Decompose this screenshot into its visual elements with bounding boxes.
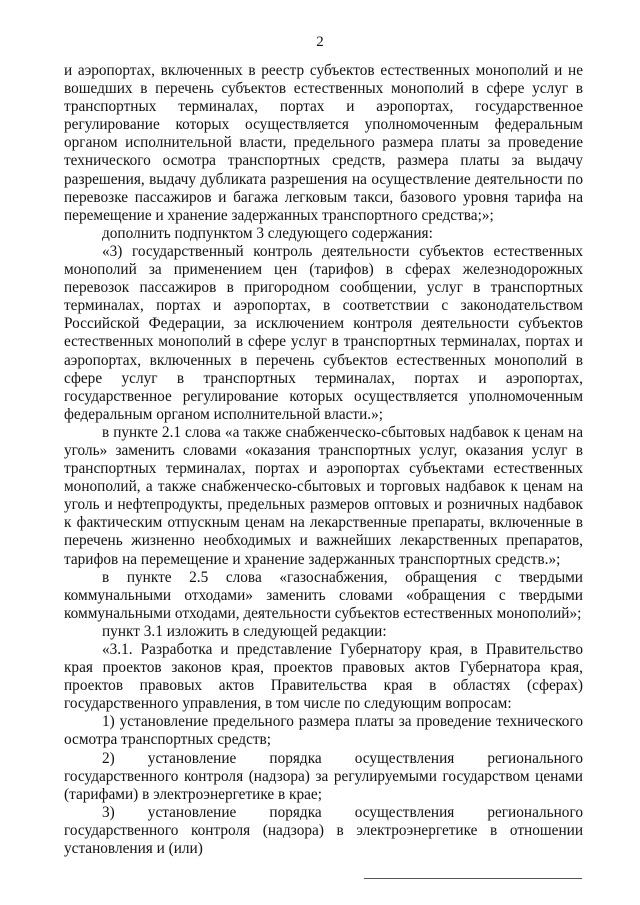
paragraph-add-subpoint: дополнить подпунктом 3 следующего содержания:: [102, 224, 433, 242]
list-item-3: 3) установление порядка осуществления регионального государственного контроля (надзора) в электроэнергетике в отношении установления и (или): [64, 803, 583, 858]
paragraph-point-2-1: в пункте 2.1 слова «а также снабженческо-сбытовых надбавок к ценам на уголь» заменить словами «оказания транспортных услуг, оказания услуг в транспортных терминалах, портах и аэропортах субъектами естественных монополий, а также снабженческо-сбытовых и торговых надбавок к ценам на уголь и нефтепродукты, предельных размеров оптовых и розничных надбавок к фактическим отпускным ценам на лекарственные препараты, включенные в перечень жизненно необходимых и важнейших лекарственных препаратов, тарифов на перемещение и хранение задержанных транспортных средств.»;: [64, 423, 583, 568]
paragraph-subpoint-3: «3) государственный контроль деятельности субъектов естественных монополий за применением цен (тарифов) в сферах железнодорожных перевозок пассажиров в пригородном сообщении, услуг в транспортных терминалах, портах и аэропортах, в соответствии с законодательством Российской Федерации, за исключением контроля деятельности субъектов естественных монополий в сфере услуг в транспортных терминалах, портах и аэропортах, включенных в перечень субъектов естественных монополий в сфере услуг в транспортных терминалах, портах и аэропортах, государственное регулирование которых осуществляется уполномоченным федеральным органом исполнительной власти.»;: [64, 242, 583, 423]
list-item-1: 1) установление предельного размера платы за проведение технического осмотра транспортных средств;: [64, 713, 583, 749]
paragraph-continuation: и аэропортах, включенных в реестр субъектов естественных монополий и не вошедших в перечень субъектов естественных монополий в сфере услуг в транспортных терминалах, портах и аэропортах, государственное регулирование которых осуществляется уполномоченным федеральным органом исполнительной власти, предельного размера платы за проведение технического осмотра транспортных средств, размера платы за выдачу разрешения, выдачу дубликата разрешения на осуществление деятельности по перевозке пассажиров и багажа легковым такси, базового уровня тарифа на перемещение и хранение задержанных транспортного средства;»;: [64, 62, 583, 224]
paragraph-point-2-5: в пункте 2.5 слова «газоснабжения, обращения с твердыми коммунальными отходами» заменить словами «обращения с твердыми коммунальными отходами, деятельности субъектов естественных монополий»;: [64, 568, 583, 622]
footer-rule: [364, 878, 582, 879]
list-item-2: 2) установление порядка осуществления регионального государственного контроля (надзора) за регулируемыми государством ценами (тарифами) в электроэнергетике в крае;: [64, 749, 583, 803]
document-body: [64, 62, 583, 858]
paragraph-point-3-1-intro: пункт 3.1 изложить в следующей редакции:: [102, 622, 387, 640]
page-number: 2: [316, 34, 324, 50]
paragraph-point-3-1: «3.1. Разработка и представление Губернатору края, в Правительство края проектов законов края, проектов правовых актов Губернатора края, проектов правовых актов Правительства края в областях (сферах) государственного управления, в том числе по следующим вопросам:: [64, 641, 583, 713]
